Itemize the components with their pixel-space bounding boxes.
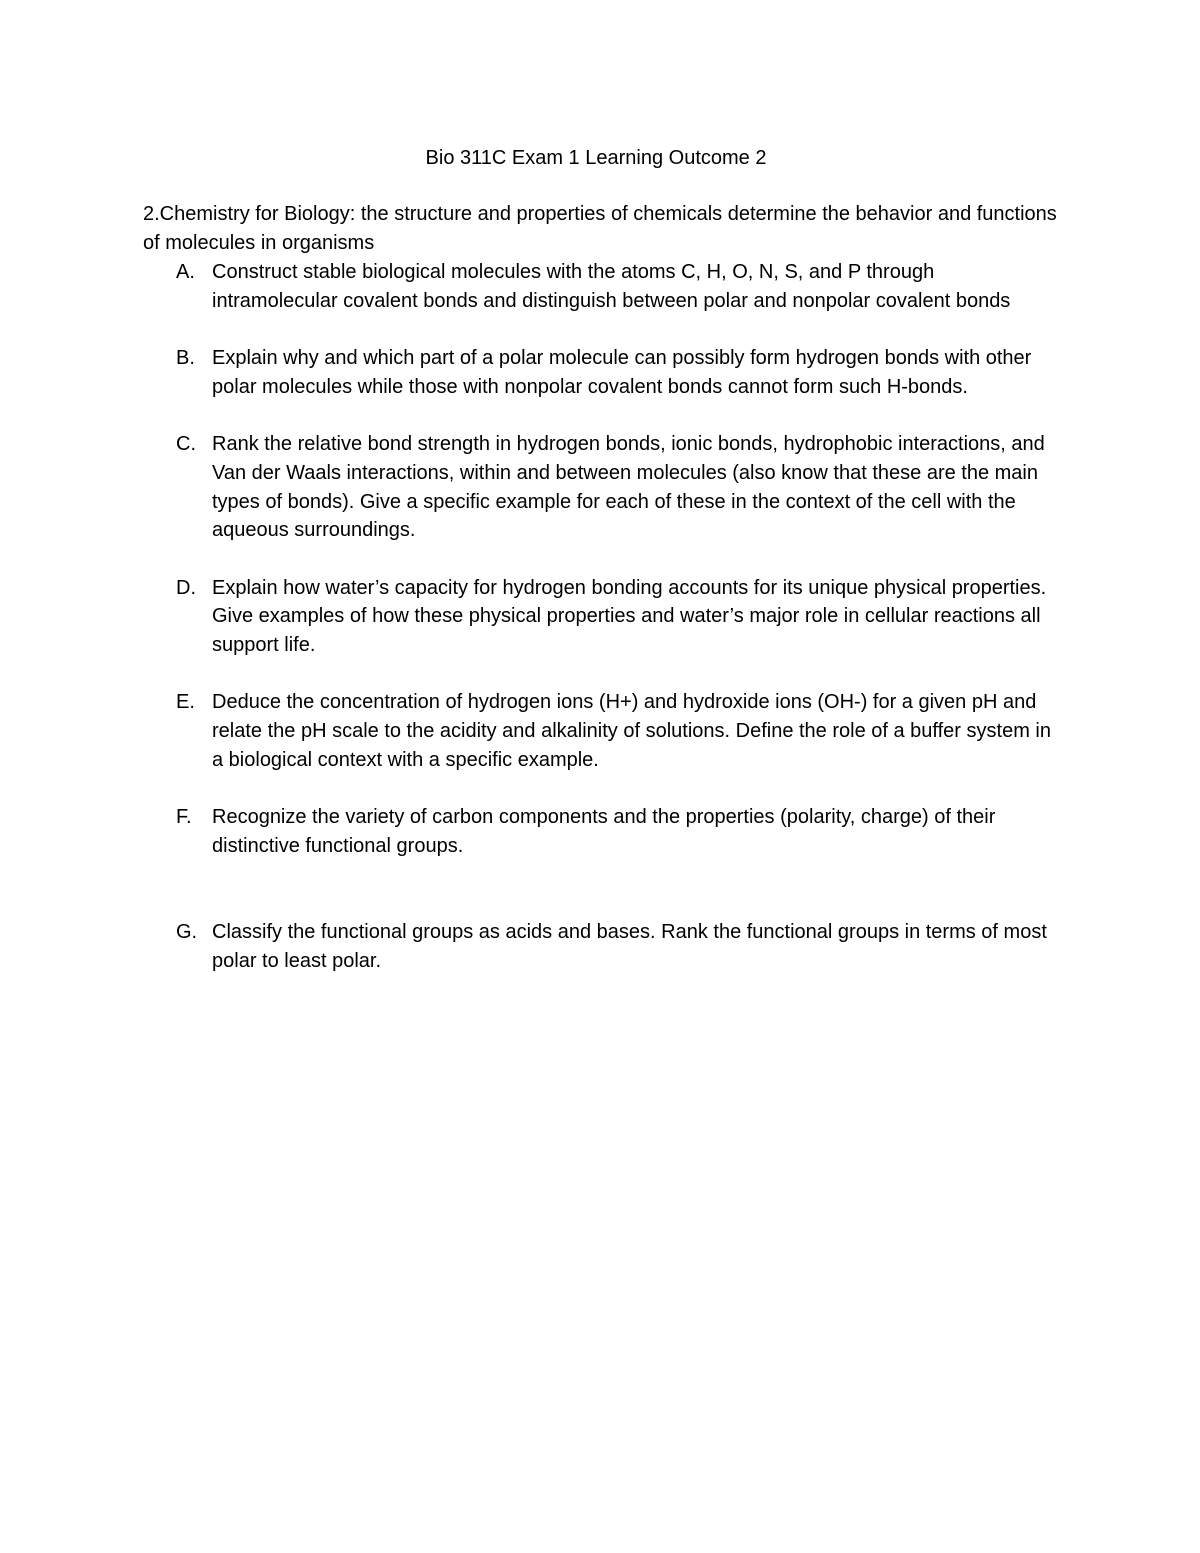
- outcome-text: Rank the relative bond strength in hydrogen bonds, ionic bonds, hydrophobic interactions, and Van der Waals interactions, within and between molecules (also know that these are the main types of bonds). Give a specific example for each of these in the context of the cell with the aqueous surroundings.: [212, 433, 1045, 542]
- outcome-text: Construct stable biological molecules with the atoms C, H, O, N, S, and P through intramolecular covalent bonds and distinguish between polar and nonpolar covalent bonds: [212, 261, 1011, 312]
- outcome-item-b: [143, 344, 1063, 401]
- outcome-list: [143, 258, 1063, 1004]
- outcome-item-d: [143, 574, 1063, 660]
- outcome-item-a: [143, 258, 1063, 315]
- outcome-item-f: [143, 803, 1063, 860]
- outcome-letter: G.: [176, 921, 198, 944]
- outcome-item-c: [143, 430, 1063, 545]
- outcome-text: Recognize the variety of carbon components and the properties (polarity, charge) of their distinctive functional groups.: [212, 806, 996, 857]
- document-title: Bio 311C Exam 1 Learning Outcome 2: [425, 147, 767, 169]
- outcome-letter: D.: [176, 576, 196, 599]
- outcome-item-g: [143, 918, 1063, 975]
- outcome-letter: A.: [176, 261, 195, 283]
- outcome-text: Explain how water’s capacity for hydrogen bonding accounts for its unique physical properties. Give examples of how these physical properties and water’s major role in cellular reactions all support life.: [212, 576, 1047, 657]
- learning-outcome-heading: 2.Chemistry for Biology: the structure and properties of chemicals determine the behavior and functions of molecules in organisms: [143, 203, 1057, 254]
- outcome-letter: E.: [176, 691, 195, 714]
- outcome-text: Deduce the concentration of hydrogen ions (H+) and hydroxide ions (OH-) for a given pH and relate the pH scale to the acidity and alkalinity of solutions. Define the role of a buffer system in a biological context with a specific example.: [212, 691, 1051, 771]
- outcome-letter: B.: [176, 347, 195, 370]
- outcome-letter: F.: [176, 806, 192, 829]
- outcome-item-e: [143, 688, 1063, 774]
- outcome-text: Explain why and which part of a polar molecule can possibly form hydrogen bonds with other polar molecules while those with nonpolar covalent bonds cannot form such H-bonds.: [212, 347, 1032, 398]
- outcome-text: Classify the functional groups as acids and bases. Rank the functional groups in terms of most polar to least polar.: [212, 921, 1047, 972]
- outcome-letter: C.: [176, 433, 196, 456]
